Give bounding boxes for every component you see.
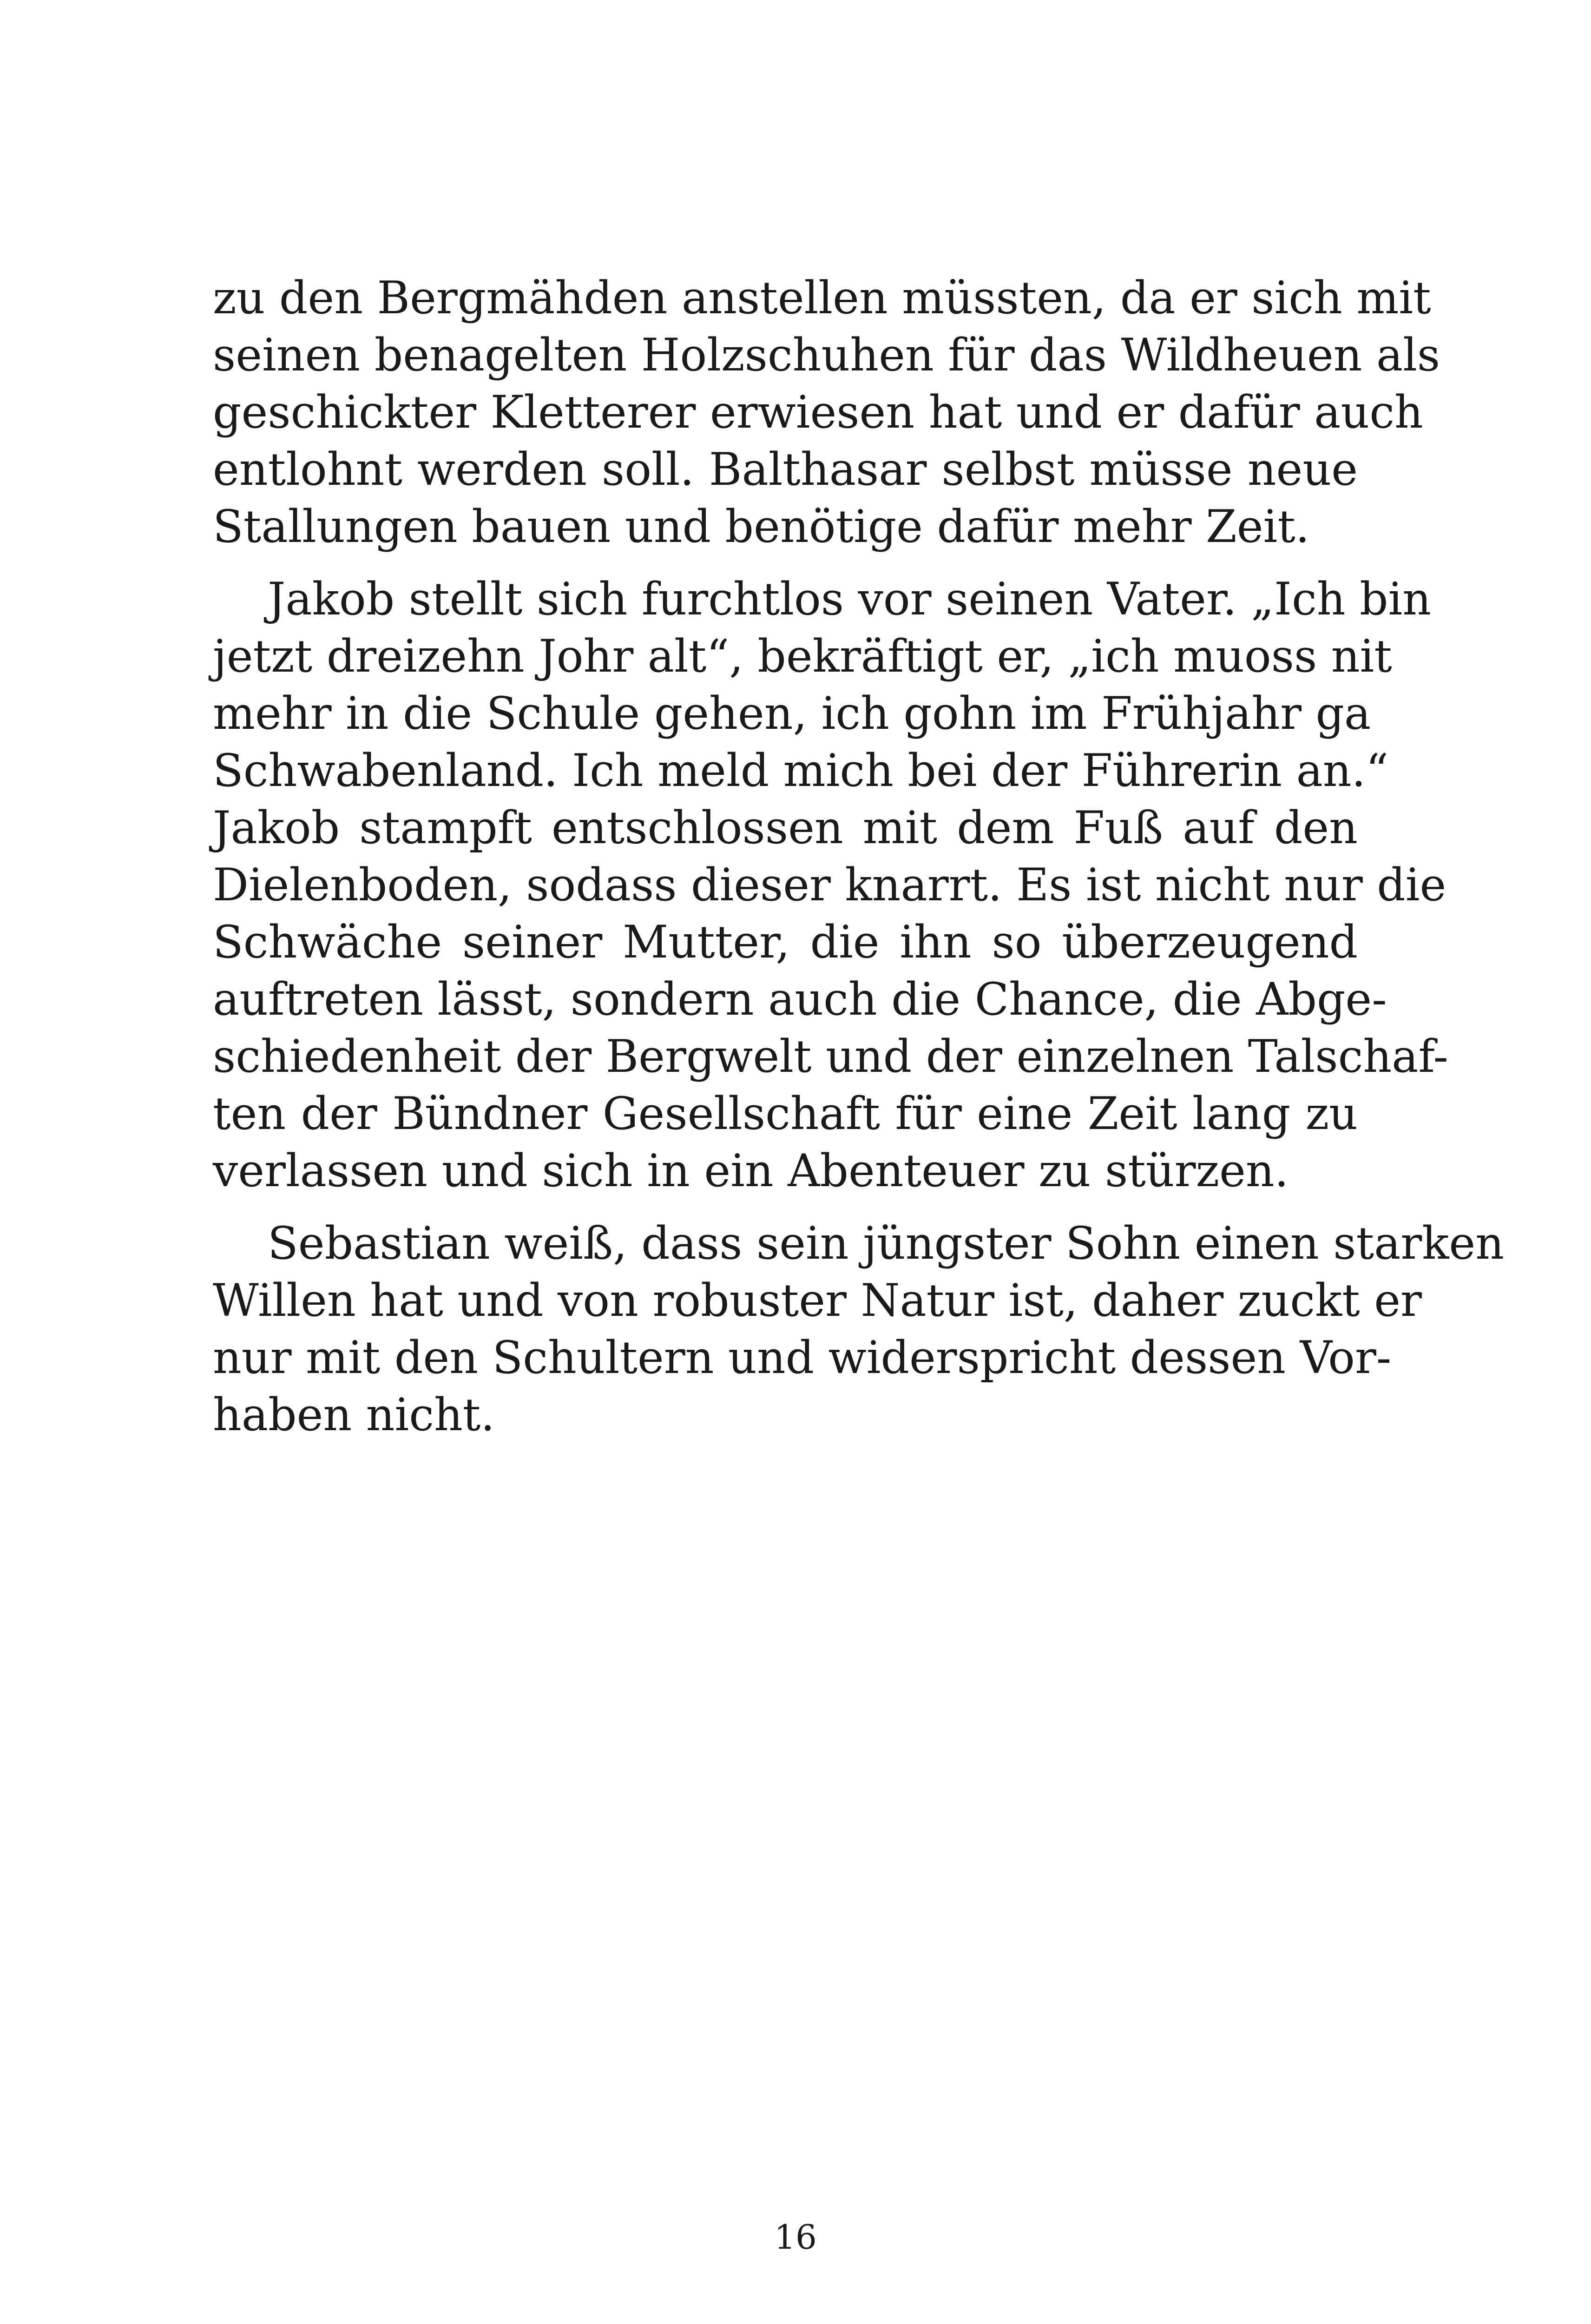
paragraph-3 <box>213 1215 1505 1444</box>
text-line: jetzt dreizehn Johr alt“, bekräftigt er, „ich muoss nit <box>213 630 1392 682</box>
text-line: Sebastian weiß, dass sein jüngster Sohn einen starken <box>268 1217 1505 1269</box>
text-line: Stallungen bauen und benötige dafür mehr Zeit. <box>213 501 1310 553</box>
text-line: ten der Bündner Gesellschaft für eine Zeit lang zu <box>213 1088 1358 1140</box>
text-line: schiedenheit der Bergwelt und der einzelnen Talschaf- <box>213 1030 1448 1083</box>
text-line: entlohnt werden soll. Balthasar selbst müsse neue <box>213 443 1358 495</box>
text-line: mehr in die Schule gehen, ich gohn im Frühjahr ga <box>213 687 1371 739</box>
text-line: zu den Bergmähden anstellen müssten, da er sich mit <box>213 272 1431 324</box>
text-line: Dielenboden, sodass dieser knarrt. Es ist nicht nur die <box>213 859 1446 911</box>
page-number: 16 <box>774 2218 817 2257</box>
text-line: Schwäche seiner Mutter, die ihn so überzeugend <box>213 916 1358 968</box>
text-line: Jakob stampft entschlossen mit dem Fuß auf den <box>213 802 1358 854</box>
text-line: haben nicht. <box>213 1389 495 1441</box>
paragraph-1 <box>213 270 1440 555</box>
text-line: nur mit den Schultern und widerspricht dessen Vor- <box>213 1332 1392 1384</box>
text-line: auftreten lässt, sondern auch die Chance, die Abge- <box>213 973 1387 1025</box>
body-text <box>213 270 1505 1444</box>
text-line: Schwabenland. Ich meld mich bei der Führerin an.“ <box>213 745 1389 797</box>
text-line: Jakob stellt sich furchtlos vor seinen Vater. „Ich bin <box>268 573 1432 625</box>
text-line: seinen benagelten Holzschuhen für das Wildheuen als <box>213 329 1440 381</box>
text-line: Willen hat und von robuster Natur ist, daher zuckt er <box>213 1274 1422 1327</box>
text-line: geschickter Kletterer erwiesen hat und er dafür auch <box>213 386 1423 438</box>
text-line: verlassen und sich in ein Abenteuer zu stürzen. <box>213 1145 1289 1197</box>
paragraph-2 <box>213 571 1448 1200</box>
